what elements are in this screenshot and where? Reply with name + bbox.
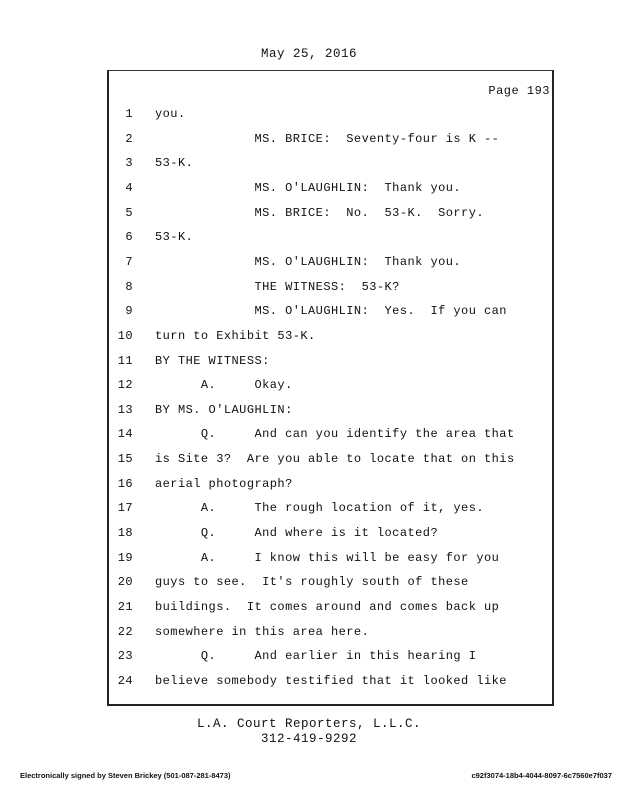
line-text: is Site 3? Are you able to locate that on this [155,452,515,467]
line-number: 14 [117,427,133,442]
transcript-line [109,575,552,591]
line-number: 2 [125,131,133,146]
line-text: A. The rough location of it, yes. [155,501,485,516]
line-number: 13 [117,402,133,417]
transcript-line [109,230,552,246]
line-text: you. [155,107,186,121]
transcript-line [109,181,552,197]
line-text: A. Okay. [155,378,293,393]
transcript-line [109,107,552,123]
transcript-page-frame [107,70,554,706]
line-number: 24 [117,673,133,688]
line-number: 3 [125,156,133,171]
line-text: MS. O'LAUGHLIN: Yes. If you can [155,304,507,319]
line-text: turn to Exhibit 53-K. [155,328,316,343]
line-number: 23 [117,649,133,664]
line-text: THE WITNESS: 53-K? [155,279,400,294]
line-number: 15 [117,452,133,467]
line-text: MS. O'LAUGHLIN: Thank you. [155,254,462,269]
transcript-line [109,427,552,443]
transcript-line [109,551,552,567]
line-text: MS. BRICE: Seventy-four is K -- [155,131,500,146]
line-text: guys to see. It's roughly south of these [155,575,469,590]
line-number: 5 [125,205,133,220]
line-text: Q. And earlier in this hearing I [155,649,477,664]
transcript-line [109,206,552,222]
transcript-line [109,304,552,320]
line-number: 9 [125,304,133,319]
transcript-line [109,477,552,493]
line-text: A. I know this will be easy for you [155,550,500,565]
line-number: 10 [117,328,133,343]
transcript-line [109,280,552,296]
line-number: 8 [125,279,133,294]
transcript-line [109,255,552,271]
line-text: Q. And where is it located? [155,526,439,541]
electronic-signature-text: Electronically signed by Steven Brickey (501-087-281-8473) [20,771,231,780]
transcript-line [109,600,552,616]
line-number: 18 [117,526,133,541]
line-number: 1 [125,107,133,121]
transcript-date: May 25, 2016 [260,47,357,61]
transcript-line [109,378,552,394]
transcript-line [109,329,552,345]
line-number: 11 [117,353,133,368]
court-reporter-name: L.A. Court Reporters, L.L.C. [196,717,422,731]
transcript-line [109,649,552,665]
line-text: 53-K. [155,230,194,245]
line-text: MS. BRICE: No. 53-K. Sorry. [155,205,485,220]
line-text: MS. O'LAUGHLIN: Thank you. [155,180,462,195]
court-reporter-phone: 312-419-9292 [260,732,357,746]
line-number: 7 [125,254,133,269]
line-number: 4 [125,180,133,195]
transcript-line [109,403,552,419]
line-text: somewhere in this area here. [155,624,370,639]
line-text: Q. And can you identify the area that [155,427,515,442]
line-text: 53-K. [155,156,194,171]
line-number: 17 [117,501,133,516]
line-text: BY THE WITNESS: [155,353,270,368]
transcript-line [109,452,552,468]
line-text: buildings. It comes around and comes back up [155,600,500,614]
transcript-line [109,625,552,641]
page-number: Page 193 [488,84,550,98]
line-number: 21 [117,600,133,614]
transcript-line [109,132,552,148]
line-text: aerial photograph? [155,476,293,491]
line-number: 20 [117,575,133,590]
line-number: 12 [117,378,133,393]
line-text: believe somebody testified that it looked like [155,673,507,688]
transcript-line [109,156,552,172]
line-number: 22 [117,624,133,639]
line-number: 16 [117,476,133,491]
transcript-line [109,674,552,690]
document-hash-id: c92f3074-18b4-4044-8097-6c7560e7f037 [471,771,612,780]
line-number: 19 [117,550,133,565]
transcript-line [109,354,552,370]
line-number: 6 [125,230,133,245]
line-text: BY MS. O'LAUGHLIN: [155,402,293,417]
transcript-line [109,501,552,517]
court-reporter-footer [0,717,618,747]
transcript-line [109,526,552,542]
